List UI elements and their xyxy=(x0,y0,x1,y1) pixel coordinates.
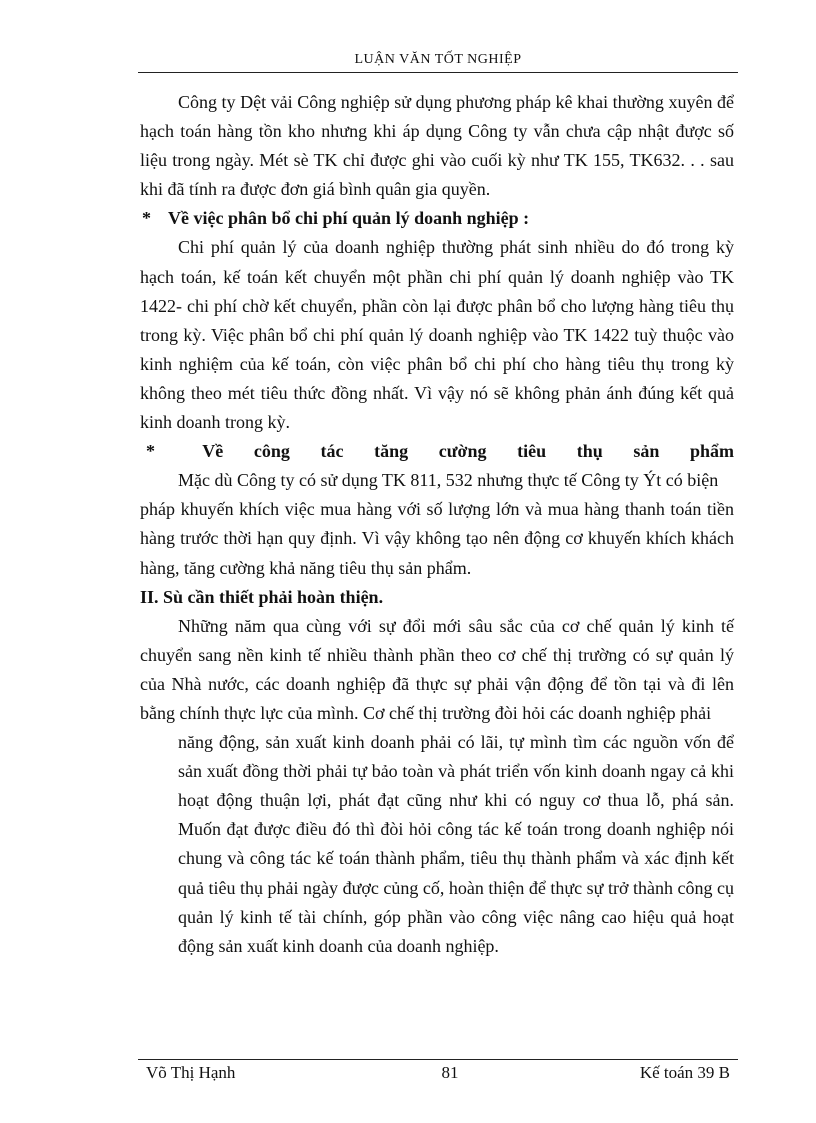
paragraph-1: Công ty Dệt vải Công nghiệp sử dụng phương pháp kê khai thường xuyên để hạch toán hàng tồn kho nhưng khi áp dụng Công ty vẫn chưa cập nhật được số liệu trong ngày. Mét sè TK chỉ được ghi vào cuối kỳ như TK 155, TK632. . . sau khi đã tính ra được đơn giá bình quân gia quyền. xyxy=(140,92,734,200)
footer-author: Võ Thị Hạnh xyxy=(146,1063,236,1082)
heading-sales-promotion xyxy=(140,437,734,466)
paragraph-3b: pháp khuyến khích việc mua hàng với số lượng lớn và mua hàng thanh toán tiền hàng trước thời hạn quy định. Vì vậy không tạo nên động cơ khuyến khích khách hàng, tăng cường khả năng tiêu thụ sản phẩm. xyxy=(140,499,734,578)
bullet-star: * xyxy=(146,441,155,462)
paragraph-3a: Mặc dù Công ty có sử dụng TK 811, 532 nhưng thực tế Công ty Ýt có biện xyxy=(178,470,719,491)
body-text xyxy=(140,88,734,961)
header-title: LUẬN VĂN TỐT NGHIỆP xyxy=(354,52,522,67)
heading-cost-allocation-text: Về việc phân bổ chi phí quản lý doanh nghiệp : xyxy=(168,208,530,229)
paragraph-2: Chi phí quản lý của doanh nghiệp thường phát sinh nhiều do đó trong kỳ hạch toán, kế toán kết chuyển một phần chi phí quản lý doanh nghiệp vào TK 1422- chi phí chờ kết chuyển, phần còn lại được phân bổ cho lượng hàng tiêu thụ trong kỳ. Việc phân bổ chi phí quản lý doanh nghiệp vào TK 1422 tuỳ thuộc vào kinh nghiệm của kế toán, còn việc phân bổ chi phí cho hàng tiêu thụ trong kỳ không theo mét tiêu thức đồng nhất. Vì vậy nó sẽ không phản ánh đúng kết quả kinh doanh trong kỳ. xyxy=(140,237,734,433)
footer-page-number: 81 xyxy=(441,1063,459,1082)
paragraph-4: Những năm qua cùng với sự đổi mới sâu sắc của cơ chế quản lý kinh tế chuyển sang nền kinh tế nhiều thành phần theo cơ chế thị trường có sự quản lý của Nhà nước, các doanh nghiệp đã thực sự phải vận động để tồn tại và đi lên bằng chính thực lực của mình. Cơ chế thị trường đòi hỏi các doanh nghiệp phải xyxy=(140,615,734,723)
heading-cost-allocation xyxy=(140,204,734,233)
paragraph-5: năng động, sản xuất kinh doanh phải có lãi, tự mình tìm các nguồn vốn để sản xuất đồng thời phải tự bảo toàn và phát triển vốn kinh doanh ngay cả khi hoạt động thuận lợi, phát đạt cũng như khi có nguy cơ thua lỗ, phá sản. Muốn đạt được điều đó thì đòi hỏi công tác kế toán trong doanh nghiệp nói chung và công tác kế toán thành phẩm, tiêu thụ thành phẩm và xác định kết quả tiêu thụ phải ngày được củng cố, hoàn thiện để thực sự trở thành công cụ quản lý kinh tế tài chính, góp phần vào công việc nâng cao hiệu quả hoạt động sản xuất kinh doanh của doanh nghiệp. xyxy=(178,732,734,956)
heading-sales-promotion-text: Về công tác tăng cường tiêu thụ sản phẩm xyxy=(202,441,734,462)
section-heading-ii: II. Sù cần thiết phải hoàn thiện. xyxy=(140,586,384,607)
header-rule xyxy=(138,72,738,73)
bullet-star: * xyxy=(142,208,151,229)
footer-class: Kế toán 39 B xyxy=(639,1063,730,1082)
footer-rule xyxy=(138,1059,738,1060)
